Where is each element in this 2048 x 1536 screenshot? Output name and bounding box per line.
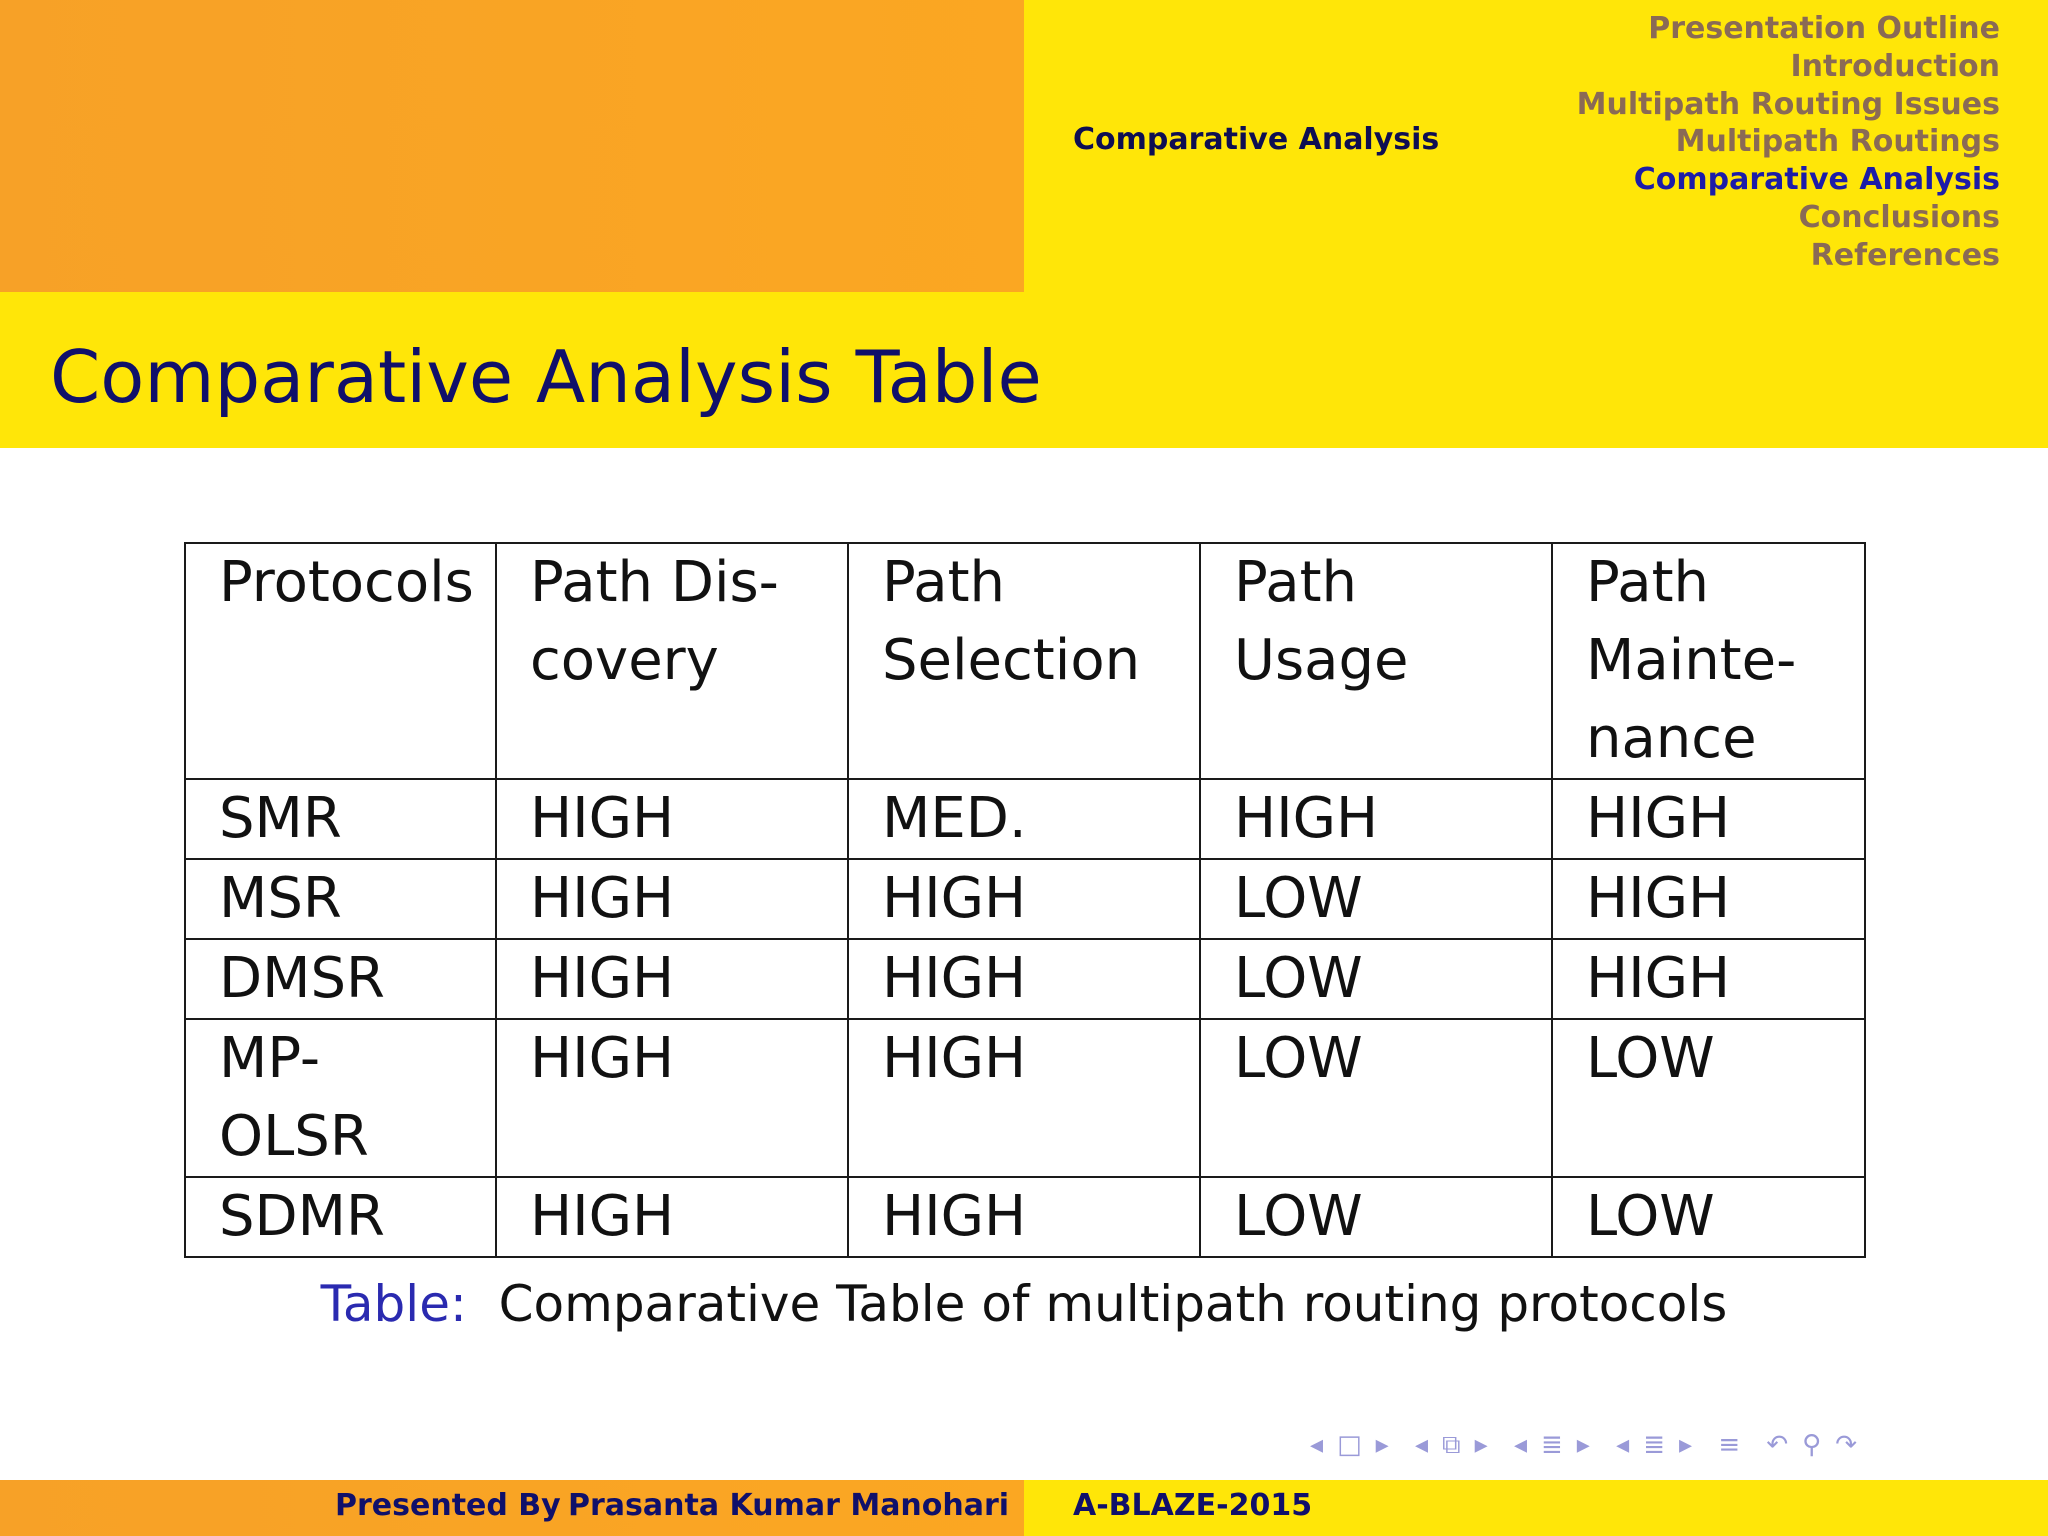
nav-search-icon[interactable]: ⚲ [1802,1430,1826,1460]
nav-appendix-icon[interactable]: ≡ [1718,1430,1745,1460]
outline-item-multipath-routing-issues[interactable]: Multipath Routing Issues [1576,86,2000,122]
nav-subsection-icon[interactable]: ⧉ [1442,1430,1465,1460]
table-cell: HIGH [1552,859,1865,939]
outline-item-conclusions[interactable]: Conclusions [1798,199,2000,235]
nav-document-next-icon[interactable]: ▸ [1678,1430,1697,1460]
table-row [185,859,1865,939]
table-row [185,779,1865,859]
table-header-cell: Path Mainte- nance [1552,543,1865,779]
nav-subsection-prev-icon[interactable]: ◂ [1414,1430,1433,1460]
nav-section-next-icon[interactable]: ▸ [1576,1430,1594,1460]
comparison-table [184,542,1866,1258]
table-cell: MP- OLSR [185,1019,496,1177]
footer-author: Prasanta Kumar Manohari [568,1488,1010,1523]
table-cell: HIGH [496,1019,848,1177]
table-header-cell: Path Selection [848,543,1200,779]
table-cell: DMSR [185,939,496,1019]
table-row [185,939,1865,1019]
outline-item-comparative-analysis[interactable]: Comparative Analysis [1633,162,2000,198]
nav-document-prev-icon[interactable]: ◂ [1616,1430,1634,1460]
outline-item-multipath-routings[interactable]: Multipath Routings [1675,124,2000,160]
table-cell: HIGH [848,1019,1200,1177]
table-cell: HIGH [848,859,1200,939]
outline-item-introduction[interactable]: Introduction [1790,48,2000,84]
table-cell: LOW [1552,1177,1865,1257]
nav-frame-prev-icon[interactable]: ◂ [1310,1430,1328,1460]
table-cell: HIGH [1552,939,1865,1019]
table-cell: HIGH [848,939,1200,1019]
caption-label: Table: [320,1275,467,1333]
nav-frame-icon[interactable]: □ [1337,1430,1366,1460]
table-cell: HIGH [496,939,848,1019]
table-cell: SMR [185,779,496,859]
table-cell: LOW [1200,1177,1552,1257]
table-cell: SDMR [185,1177,496,1257]
table-cell: LOW [1552,1019,1865,1177]
table-cell: HIGH [496,779,848,859]
table-header-row [185,543,1865,779]
caption-text: Comparative Table of multipath routing protocols [498,1275,1728,1333]
outline-item-presentation-outline[interactable]: Presentation Outline [1648,11,2000,46]
nav-forward-icon[interactable]: ↷ [1835,1430,1862,1460]
table-cell: HIGH [496,1177,848,1257]
footer-event: A-BLAZE-2015 [1073,1488,1313,1523]
nav-frame-next-icon[interactable]: ▸ [1375,1430,1393,1460]
table-header-cell: Path Usage [1200,543,1552,779]
page-title: Comparative Analysis Table [50,335,1042,419]
table-header-cell: Protocols [185,543,496,779]
footer-presented-by: Presented By [335,1488,561,1523]
table-cell: LOW [1200,859,1552,939]
table-cell: MSR [185,859,496,939]
table-cell: MED. [848,779,1200,859]
nav-document-icon[interactable]: ≣ [1643,1430,1669,1460]
nav-subsection-next-icon[interactable]: ▸ [1474,1430,1492,1460]
table-cell: HIGH [848,1177,1200,1257]
table-cell: HIGH [1552,779,1865,859]
nav-back-icon[interactable]: ↶ [1766,1430,1793,1460]
table-row [185,1177,1865,1257]
table-cell: LOW [1200,939,1552,1019]
table-row [185,1019,1865,1177]
table-header-cell: Path Dis- covery [496,543,848,779]
nav-section-icon[interactable]: ≣ [1541,1430,1567,1460]
table-cell: HIGH [496,859,848,939]
beamer-navigation [1310,1430,1871,1461]
outline-item-references[interactable]: References [1810,237,2000,273]
header-left-panel [0,0,1024,292]
current-section-label: Comparative Analysis [1073,122,1440,157]
table-cell: HIGH [1200,779,1552,859]
table-cell: LOW [1200,1019,1552,1177]
nav-section-prev-icon[interactable]: ◂ [1513,1430,1531,1460]
table-caption [0,1275,2048,1333]
